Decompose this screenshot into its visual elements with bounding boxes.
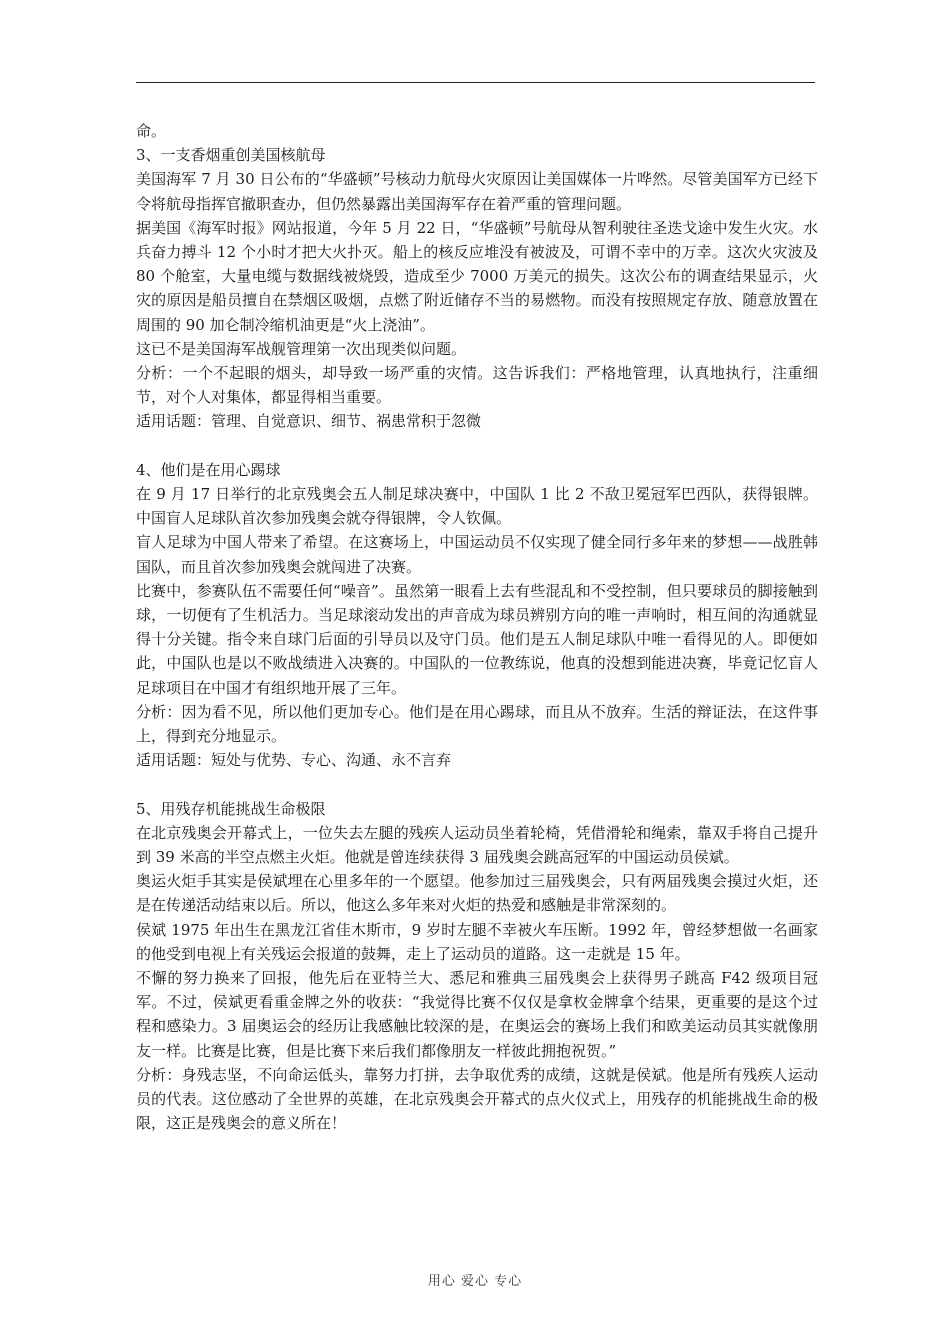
blank-line xyxy=(136,434,818,458)
analysis-paragraph: 分析：身残志坚，不向命运低头，靠努力打拼，去争取优秀的成绩，这就是侯斌。他是所有残疾人运动员的代表。这位感动了全世界的英雄，在北京残奥会开幕式的点火仪式上，用残存的机能挑战生命的极限，这正是残奥会的意义所在！ xyxy=(136,1065,818,1133)
paragraph: 据美国《海军时报》网站报道，今年 5 月 22 日，“华盛顿”号航母从智利驶往圣迭戈途中发生火灾。水兵奋力搏斗 12 个小时才把大火扑灭。船上的核反应堆没有被波及，可谓不幸中的万幸。这次火灾波及 80 个舱室，大量电缆与数据线被烧毁，造成至少 7000 万美元的损失。这次公布的调查结果显示，火灾的原因是船员擅自在禁烟区吸烟，点燃了附近储存不当的易燃物。而没有按照规定存放、随意放置在周围的 90 加仑制冷缩机油更是“火上浇油”。 xyxy=(136,218,818,334)
paragraph: 在北京残奥会开幕式上，一位失去左腿的残疾人运动员坐着轮椅，凭借滑轮和绳索，靠双手将自己提升到 39 米高的半空点燃主火炬。他就是曾连续获得 3 届残奥会跳高冠军的中国运动员侯斌。 xyxy=(136,823,818,867)
topics-line: 适用话题：短处与优势、专心、沟通、永不言弃 xyxy=(136,751,452,770)
header-rule xyxy=(136,82,815,83)
section-heading-5: 5、用残存机能挑战生命极限 xyxy=(136,799,326,818)
paragraph-continuation: 命。 xyxy=(136,122,167,140)
analysis-paragraph: 分析：一个不起眼的烟头，却导致一场严重的灾情。这告诉我们：严格地管理，认真地执行，注重细节，对个人对集体，都显得相当重要。 xyxy=(136,364,818,407)
topics-line: 适用话题：管理、自觉意识、细节、祸患常积于忽微 xyxy=(136,412,482,431)
blank-line xyxy=(136,772,818,796)
paragraph: 在 9 月 17 日举行的北京残奥会五人制足球决赛中，中国队 1 比 2 不敌卫冕冠军巴西队，获得银牌。中国盲人足球队首次参加残奥会就夺得银牌，令人钦佩。 xyxy=(136,485,818,528)
paragraph: 美国海军 7 月 30 日公布的“华盛顿”号核动力航母火灾原因让美国媒体一片哗然。尽管美国军方已经下令将航母指挥官撤职查办，但仍然暴露出美国海军存在着严重的管理问题。 xyxy=(136,170,818,213)
section-heading-4: 4、他们是在用心踢球 xyxy=(136,460,281,479)
paragraph: 不懈的努力换来了回报，他先后在亚特兰大、悉尼和雅典三届残奥会上获得男子跳高 F42 级项目冠军。不过，侯斌更看重金牌之外的收获：“我觉得比赛不仅仅是拿枚金牌拿个结果，更重要的是这个过程和感染力。3 届奥运会的经历让我感触比较深的是，在奥运会的赛场上我们和欧美运动员其实就像朋友一样。比赛是比赛，但是比赛下来后我们都像朋友一样彼此拥抱祝贺。” xyxy=(136,969,818,1060)
paragraph: 这已不是美国海军战舰管理第一次出现类似问题。 xyxy=(136,339,467,358)
paragraph: 奥运火炬手其实是侯斌埋在心里多年的一个愿望。他参加过三届残奥会，只有两届残奥会摸过火炬，还是在传递活动结束以后。所以，他这么多年来对火炬的热爱和感触是非常深刻的。 xyxy=(136,872,818,915)
paragraph: 盲人足球为中国人带来了希望。在这赛场上，中国运动员不仅实现了健全同行多年来的梦想——战胜韩国队，而且首次参加残奥会就闯进了决赛。 xyxy=(136,533,818,576)
section-heading-3: 3、一支香烟重创美国核航母 xyxy=(136,146,326,165)
document-body xyxy=(136,119,818,1136)
paragraph: 比赛中，参赛队伍不需要任何“噪音”。虽然第一眼看上去有些混乱和不受控制，但只要球员的脚接触到球，一切便有了生机活力。当足球滚动发出的声音成为球员辨别方向的唯一声响时，相互间的沟通就显得十分关键。指令来自球门后面的引导员以及守门员。他们是五人制足球队中唯一看得见的人。即便如此，中国队也是以不败战绩进入决赛的。中国队的一位教练说，他真的没想到能进决赛，毕竟记忆盲人足球项目在中国才有组织地开展了三年。 xyxy=(136,581,818,697)
paragraph: 侯斌 1975 年出生在黑龙江省佳木斯市，9 岁时左腿不幸被火车压断。1992 年，曾经梦想做一名画家的他受到电视上有关残运会报道的鼓舞，走上了运动员的道路。这一走就是 15 年。 xyxy=(136,920,818,963)
page-footer: 用心 爱心 专心 xyxy=(427,1274,523,1289)
analysis-paragraph: 分析：因为看不见，所以他们更加专心。他们是在用心踢球，而且从不放弃。生活的辩证法，在这件事上，得到充分地显示。 xyxy=(136,702,818,746)
